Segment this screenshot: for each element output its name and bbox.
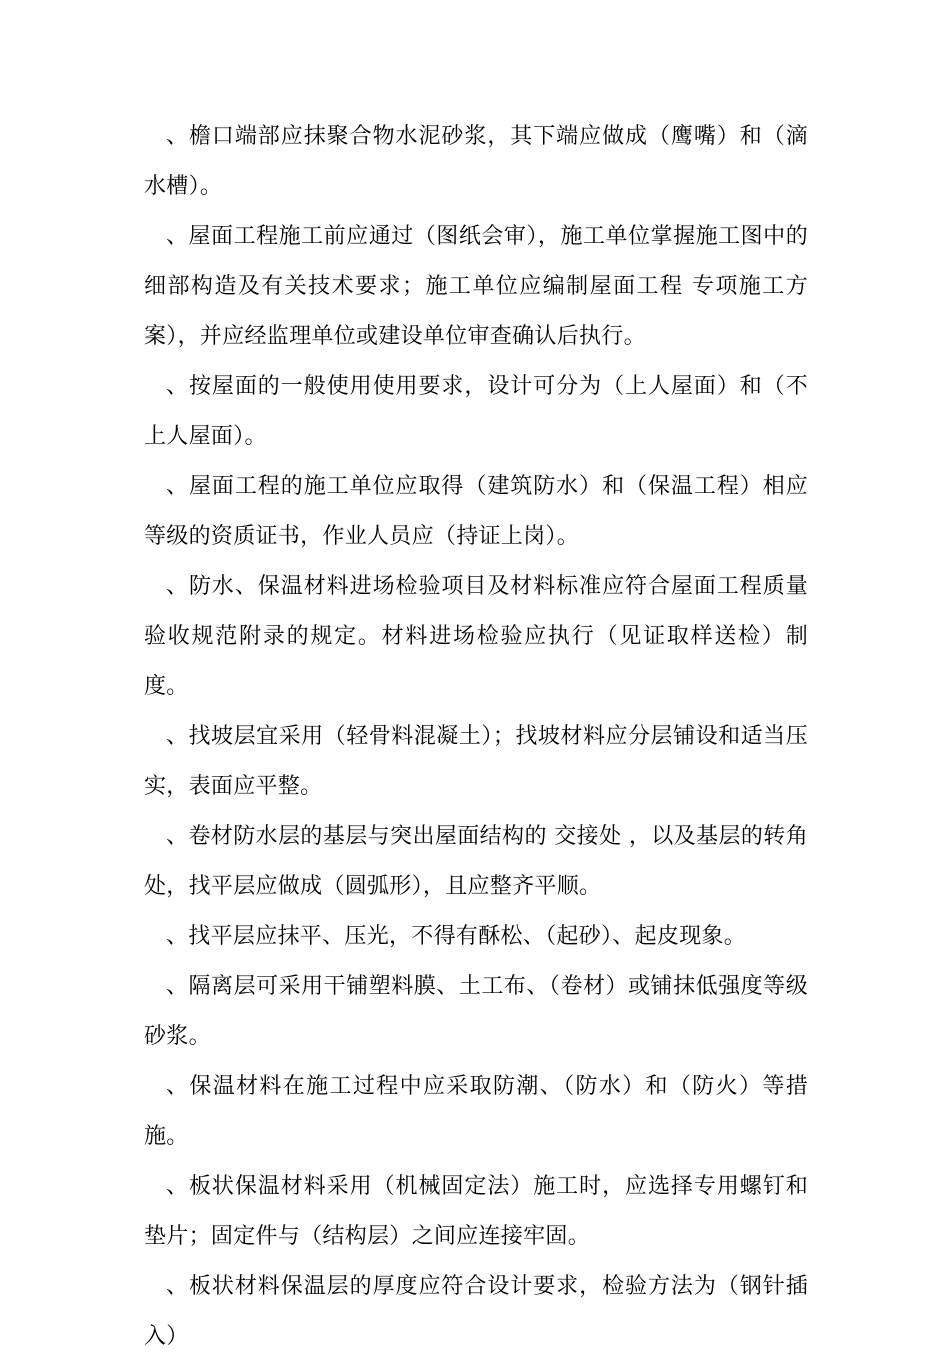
paragraph-eaves: 、檐口端部应抹聚合物水泥砂浆，其下端应做成（鹰嘴）和（滴水槽）。 xyxy=(144,124,808,199)
paragraph-isolation-layer: 、隔离层可采用干铺塑料膜、土工布、（卷材）或铺抹低强度等级砂浆。 xyxy=(144,974,808,1049)
paragraph-qualification: 、屋面工程的施工单位应取得（建筑防水）和（保温工程）相应等级的资质证书，作业人员应（持证上岗）。 xyxy=(144,474,808,549)
paragraph-roof-use: 、按屋面的一般使用使用要求，设计可分为（上人屋面）和（不上人屋面）。 xyxy=(144,374,808,449)
paragraph-drawing-review: 、屋面工程施工前应通过（图纸会审），施工单位掌握施工图中的细部构造及有关技术要求；施工单位应编制屋面工程 专项施工方案），并应经监理单位或建设单位审查确认后执行。 xyxy=(144,224,808,349)
paragraph-thickness-check: 、板状材料保温层的厚度应符合设计要求，检验方法为（钢针插入） xyxy=(144,1274,808,1349)
paragraph-material-inspection: 、防水、保温材料进场检验项目及材料标准应符合屋面工程质量验收规范附录的规定。材料进场检验应执行（见证取样送检）制度。 xyxy=(144,574,808,699)
paragraph-mechanical-fixing: 、板状保温材料采用（机械固定法）施工时，应选择专用螺钉和垫片；固定件与（结构层）之间应连接牢固。 xyxy=(144,1174,808,1249)
document-body xyxy=(144,112,808,1362)
paragraph-slope-layer: 、找坡层宜采用（轻骨料混凝土）；找坡材料应分层铺设和适当压实，表面应平整。 xyxy=(144,724,808,799)
paragraph-base-corner: 、卷材防水层的基层与突出屋面结构的 交接处 ，以及基层的转角处，找平层应做成（圆弧形），且应整齐平顺。 xyxy=(144,824,808,899)
paragraph-insulation-protection: 、保温材料在施工过程中应采取防潮、（防水）和（防火）等措施。 xyxy=(144,1074,808,1149)
paragraph-leveling: 、找平层应抹平、压光，不得有酥松、（起砂）、起皮现象。 xyxy=(166,924,747,949)
